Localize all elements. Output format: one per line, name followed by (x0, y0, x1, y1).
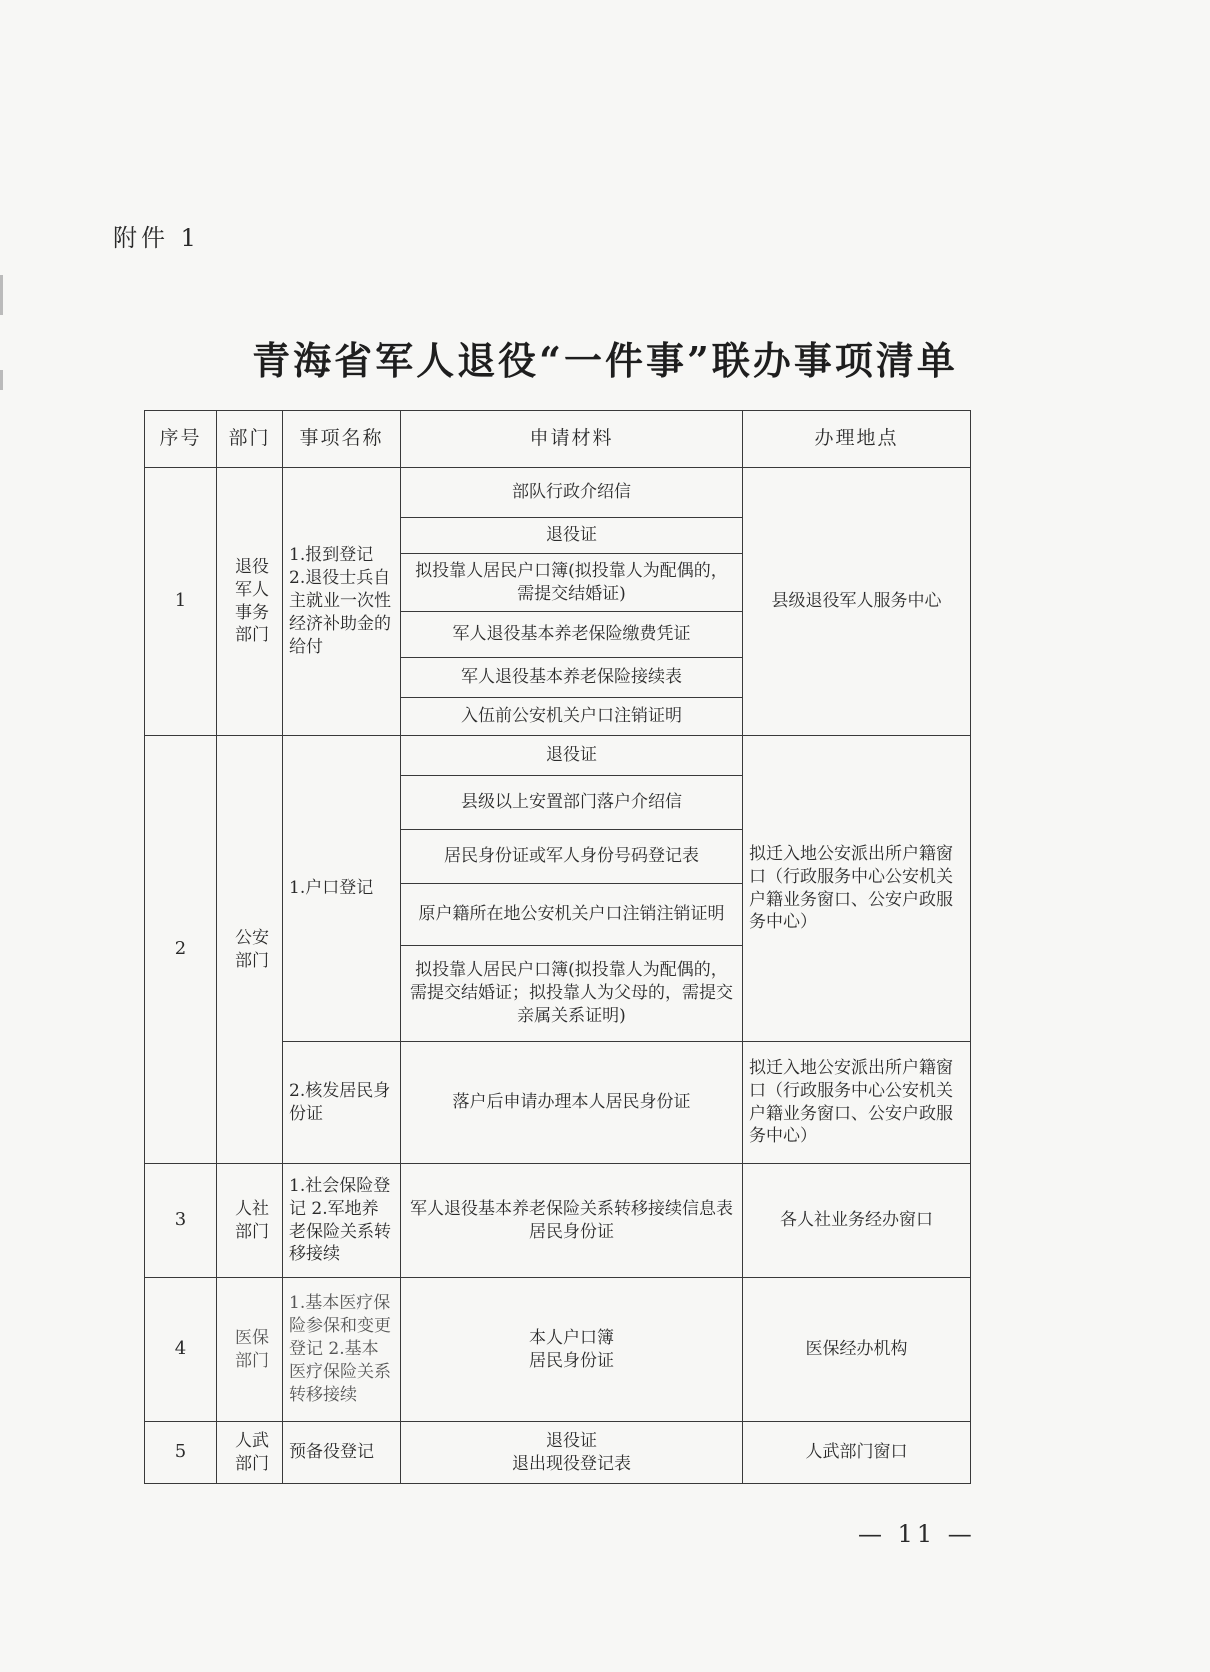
material-cell (401, 1278, 743, 1422)
table-row (145, 468, 971, 518)
header-item: 事项名称 (283, 411, 401, 468)
table-row (145, 1278, 971, 1422)
row-location: 人武部门窗口 (743, 1422, 971, 1484)
header-department: 部门 (217, 411, 283, 468)
row-item: 1.社会保险登记 2.军地养老保险关系转移接续 (283, 1164, 401, 1278)
table-header-row (145, 411, 971, 468)
material-cell: 居民身份证或军人身份号码登记表 (401, 830, 743, 884)
row-location: 拟迁入地公安派出所户籍窗口（行政服务中心公安机关户籍业务窗口、公安户政服务中心） (743, 736, 971, 1042)
material-line: 退出现役登记表 (512, 1453, 631, 1474)
row-index: 3 (145, 1164, 217, 1278)
row-index: 2 (145, 736, 217, 1164)
row-index: 1 (145, 468, 217, 736)
material-cell (401, 1164, 743, 1278)
row-department: 人武部门 (217, 1422, 283, 1484)
header-materials: 申请材料 (401, 411, 743, 468)
material-line: 退役证 (546, 1430, 597, 1451)
table-row (145, 736, 971, 776)
table-row (145, 1422, 971, 1484)
material-cell: 拟投靠人居民户口簿(拟投靠人为配偶的，需提交结婚证；拟投靠人为父母的，需提交亲属关系证明) (401, 946, 743, 1042)
material-line: 居民身份证 (529, 1221, 614, 1242)
material-cell: 入伍前公安机关户口注销证明 (401, 698, 743, 736)
material-cell: 军人退役基本养老保险接续表 (401, 658, 743, 698)
header-index: 序号 (145, 411, 217, 468)
row-item: 1.报到登记 2.退役士兵自主就业一次性经济补助金的给付 (283, 468, 401, 736)
material-line: 军人退役基本养老保险关系转移接续信息表 (410, 1198, 733, 1219)
material-line: 本人户口簿 (529, 1327, 614, 1348)
row-location: 各人社业务经办窗口 (743, 1164, 971, 1278)
material-cell: 原户籍所在地公安机关户口注销注销证明 (401, 884, 743, 946)
row-department: 医保部门 (217, 1278, 283, 1422)
material-cell: 退役证 (401, 736, 743, 776)
row-department: 退役军人事务部门 (217, 468, 283, 736)
material-cell (401, 1422, 743, 1484)
row-index: 4 (145, 1278, 217, 1422)
row-location: 医保经办机构 (743, 1278, 971, 1422)
row-department: 公安部门 (217, 736, 283, 1164)
material-cell: 退役证 (401, 518, 743, 554)
material-cell: 落户后申请办理本人居民身份证 (401, 1042, 743, 1164)
material-cell: 县级以上安置部门落户介绍信 (401, 776, 743, 830)
row-item: 1.基本医疗保险参保和变更登记 2.基本医疗保险关系转移接续 (283, 1278, 401, 1422)
material-cell: 拟投靠人居民户口簿(拟投靠人为配偶的，需提交结婚证) (401, 554, 743, 612)
material-line: 居民身份证 (529, 1350, 614, 1371)
page-title: 青海省军人退役“一件事”联办事项清单 (252, 338, 958, 383)
row-item: 1.户口登记 (283, 736, 401, 1042)
row-index: 5 (145, 1422, 217, 1484)
material-cell: 部队行政介绍信 (401, 468, 743, 518)
row-location: 县级退役军人服务中心 (743, 468, 971, 736)
attachment-label: 附件 1 (113, 224, 200, 252)
page-number: — 11 — (858, 1520, 976, 1548)
row-location: 拟迁入地公安派出所户籍窗口（行政服务中心公安机关户籍业务窗口、公安户政服务中心） (743, 1042, 971, 1164)
header-location: 办理地点 (743, 411, 971, 468)
row-item: 2.核发居民身份证 (283, 1042, 401, 1164)
items-table (144, 410, 971, 1484)
row-department: 人社部门 (217, 1164, 283, 1278)
scan-edge-mark (0, 275, 3, 315)
table-row (145, 1164, 971, 1278)
row-item: 预备役登记 (283, 1422, 401, 1484)
material-cell: 军人退役基本养老保险缴费凭证 (401, 612, 743, 658)
